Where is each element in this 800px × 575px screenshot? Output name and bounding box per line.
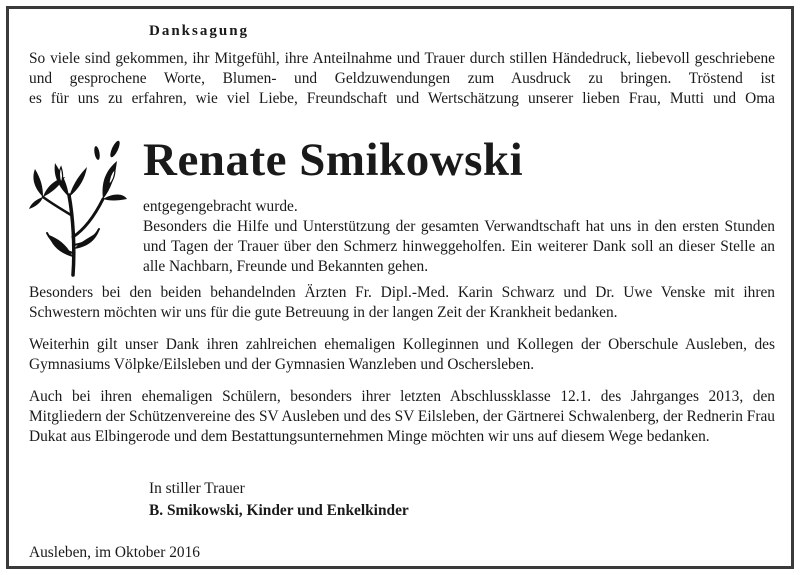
- lily-flower-icon: [29, 137, 129, 277]
- colleagues-paragraph: Weiterhin gilt unser Dank ihren zahlreichen ehemaligen Kolleginnen und Kollegen der Oberschule Ausleben, des Gymnasiums Völpke/Eilsleben und der Gymnasien Wanzleben und Oschersleben.: [29, 336, 775, 373]
- family-help-paragraph: [143, 197, 775, 277]
- obituary-notice: [6, 6, 794, 569]
- after-name-text: entgegengebracht wurde.: [143, 198, 298, 215]
- deceased-name: Renate Smikowski: [143, 134, 524, 186]
- students-paragraph: Auch bei ihren ehemaligen Schülern, besonders ihrer letzten Abschlussklasse 12.1. des Jahrganges 2013, den Mitgliedern der Schützenvereine des SV Ausleben und des SV Eilsleben, der Gärtnerei Schwalenberg, der Rednerin Frau Dukat aus Elbingerode und dem Bestattungsunternehmen Minge möchten wir uns auf diesem Wege bedanken.: [29, 388, 775, 445]
- intro-last-line: es für uns zu erfahren, wie viel Liebe, Freundschaft und Wertschätzung unserer lieben Frau, Mutti und Oma: [29, 90, 775, 107]
- family-help-text: Besonders die Hilfe und Unterstützung der gesamten Verwandtschaft hat uns in den ersten Stunden und Tagen der Trauer über den Schmerz hinweggeholfen. Ein weiterer Dank soll an dieser Stelle an alle Nachbarn, Freunde und Bekannten gehen.: [143, 218, 775, 275]
- notice-heading: Danksagung: [149, 23, 250, 39]
- closing-phrase: In stiller Trauer: [149, 480, 245, 497]
- doctors-paragraph: Besonders bei den beiden behandelnden Ärzten Fr. Dipl.-Med. Karin Schwarz und Dr. Uwe Venske mit ihren Schwestern möchten wir uns für die gute Betreuung in der langen Zeit der Krankheit bedanken.: [29, 284, 775, 321]
- intro-text: So viele sind gekommen, ihr Mitgefühl, ihre Anteilnahme und Trauer durch stillen Händedruck, liebevoll geschriebene und gesprochene Worte, Blumen- und Geldzuwendungen zum Ausdruck zu bringen. Tröstend ist: [29, 50, 775, 87]
- place-date: Ausleben, im Oktober 2016: [29, 544, 200, 561]
- intro-paragraph: [29, 49, 775, 109]
- signatories: B. Smikowski, Kinder und Enkelkinder: [149, 502, 409, 519]
